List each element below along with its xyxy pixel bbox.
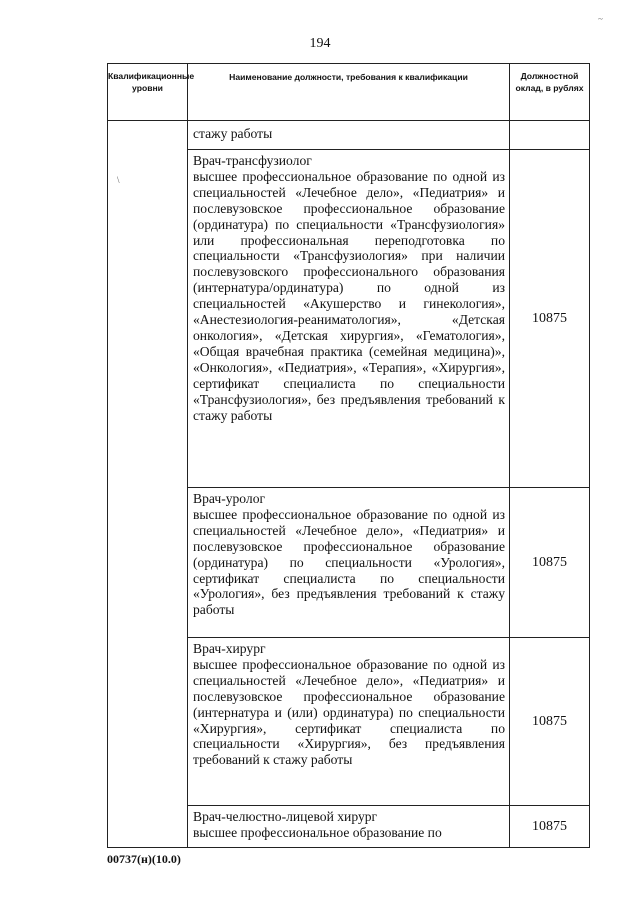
position-title: Врач-уролог <box>193 491 266 506</box>
table-header-row <box>108 64 590 121</box>
qualification-table <box>107 63 590 848</box>
position-title: Врач-хирург <box>193 641 266 656</box>
salary-value: 10875 <box>510 488 590 638</box>
page-number: 194 <box>309 36 331 51</box>
requirements-text: стажу работы <box>193 126 273 141</box>
salary-cell <box>510 121 590 150</box>
salary-value: 10875 <box>510 806 590 848</box>
qualification-level-cell <box>108 121 188 848</box>
requirements-text: высшее профессиональное образование по одной из специальностей «Лечебное дело», «Педиатрия» и послевузовское профессиональное образование (интернатура и (или) ординатура) по специальности «Хирургия», сертификат специалиста по специальности «Хирургия», без предъявления требований к стажу работы <box>193 656 505 768</box>
header-qualification-levels: Квалификационные уровни <box>108 64 188 121</box>
requirements-text: высшее профессиональное образование по одной из специальностей «Лечебное дело», «Педиатрия» и послевузовское профессиональное образование (ординатура) по специальности «Урология», сертификат специалиста по специальности «Урология», без предъявления требований к стажу работы <box>193 506 505 618</box>
scan-mark: ~ <box>598 14 603 24</box>
header-salary: Должностной оклад, в рублях <box>510 64 590 121</box>
header-position-requirements: Наименование должности, требования к квалификации <box>188 64 510 121</box>
position-cell <box>188 806 510 848</box>
requirements-text: высшее профессиональное образование по одной из специальностей «Лечебное дело», «Педиатрия» и послевузовское профессиональное образование (ординатура) по специальности «Трансфузиология» или профессиональная переподготовка по специальности «Трансфузиология» при наличии послевузовского профессионального образования (интернатура/ординатура) по одной из специальностей «Акушерство и гинекология», «Анестезиология-реаниматология», «Детская онкология», «Детская хирургия», «Гематология», «Общая врачебная практика (семейная медицина)», «Онкология», «Педиатрия», «Терапия», «Хирургия», сертификат специалиста по специальности «Трансфузиология», без предъявления требований к стажу работы <box>193 168 505 423</box>
salary-value: 10875 <box>510 150 590 488</box>
document-code: 00737(н)(10.0) <box>107 852 181 866</box>
salary-value: 10875 <box>510 638 590 806</box>
position-title: Врач-трансфузиолог <box>193 153 312 168</box>
scan-tick-mark: \ <box>117 175 120 185</box>
position-cell <box>188 638 510 806</box>
requirements-text: высшее профессиональное образование по <box>193 824 442 840</box>
position-cell <box>188 150 510 488</box>
position-cell <box>188 488 510 638</box>
position-cell <box>188 121 510 150</box>
position-title: Врач-челюстно-лицевой хирург <box>193 809 378 824</box>
table-row <box>108 121 590 150</box>
